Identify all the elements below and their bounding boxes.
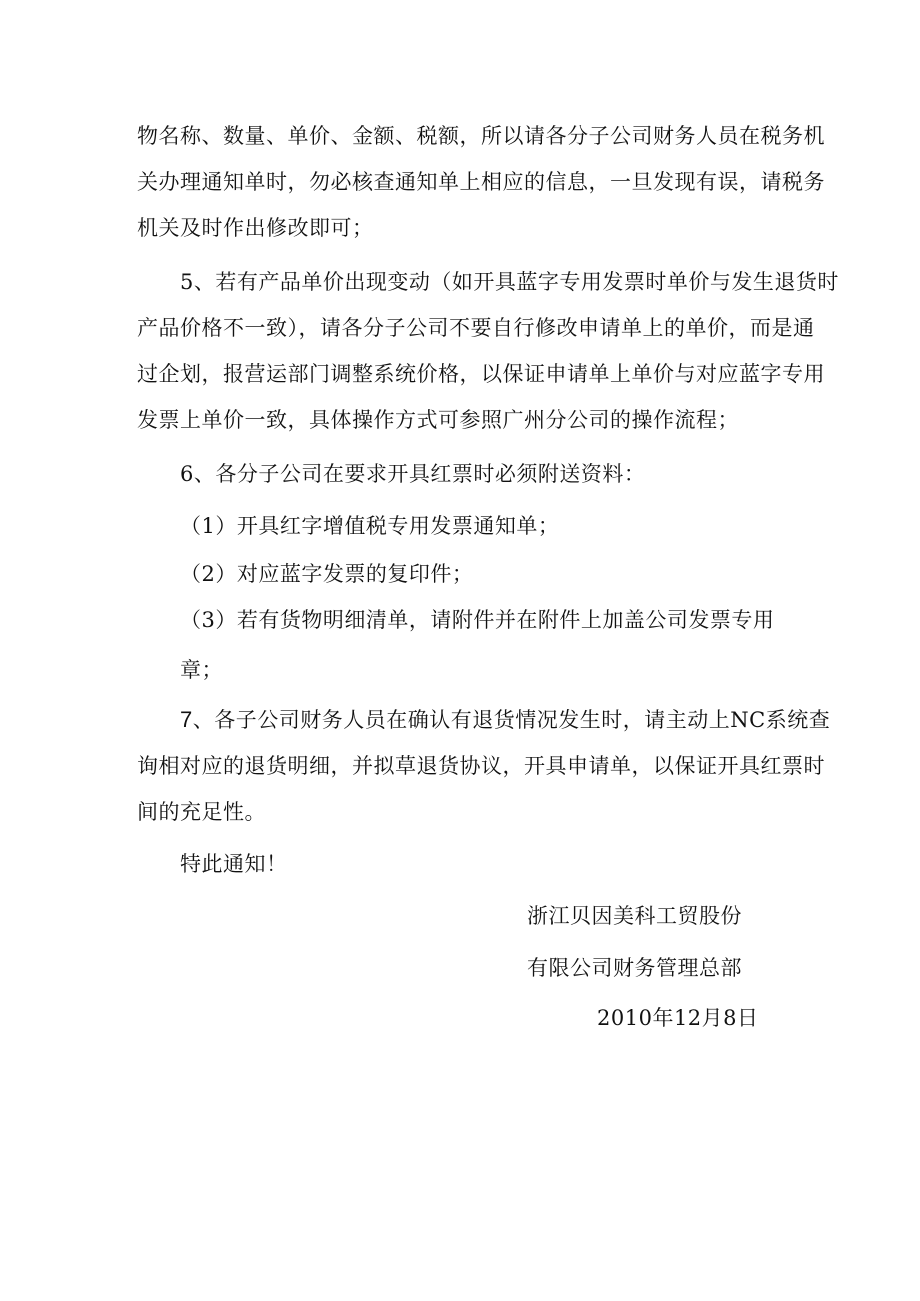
item-6-sub-line: （3）若有货物明细清单，请附件并在附件上加盖公司发票专用 [180,608,775,632]
item-5-line: 产品价格不一致），请各分子公司不要自行修改申请单上的单价，而是通 [137,316,815,340]
signature-org-line1: 浙江贝因美科工贸股份 [527,904,742,928]
item-7-line [180,705,830,735]
item-6-line: 6、各分子公司在要求开具红票时必须附送资料： [180,462,646,486]
paragraph-line: 物名称、数量、单价、金额、税额，所以请各分子公司财务人员在税务机 [137,124,825,148]
item-6-sub-line: （1）开具红字增值税专用发票通知单； [180,514,560,538]
item-6-sub-line: 章； [180,658,223,682]
item-6-sub-line: （2）对应蓝字发票的复印件； [180,562,474,586]
paragraph-line: 关办理通知单时，勿必核查通知单上相应的信息，一旦发现有误，请税务 [137,170,825,194]
item-7-line: 间的充足性。 [137,800,266,824]
item-7-number: 7 [180,707,193,732]
item-5-line: 发票上单价一致，具体操作方式可参照广州分公司的操作流程； [137,408,739,432]
item-7-text: 、各子公司财务人员在确认有退货情况发生时，请主动上NC系统查 [192,708,831,732]
item-7-line: 询相对应的退货明细，并拟草退货协议，开具申请单，以保证开具红票时 [137,754,825,778]
signature-date: 2010年12月8日 [597,1006,759,1030]
signature-org-line2: 有限公司财务管理总部 [527,956,742,980]
closing-text: 特此通知！ [180,852,288,876]
paragraph-line: 机关及时作出修改即可； [137,216,374,240]
item-5-line: 5、若有产品单价出现变动（如开具蓝字专用发票时单价与发生退货时 [180,270,839,294]
item-5-line: 过企划，报营运部门调整系统价格，以保证申请单上单价与对应蓝字专用 [137,362,825,386]
